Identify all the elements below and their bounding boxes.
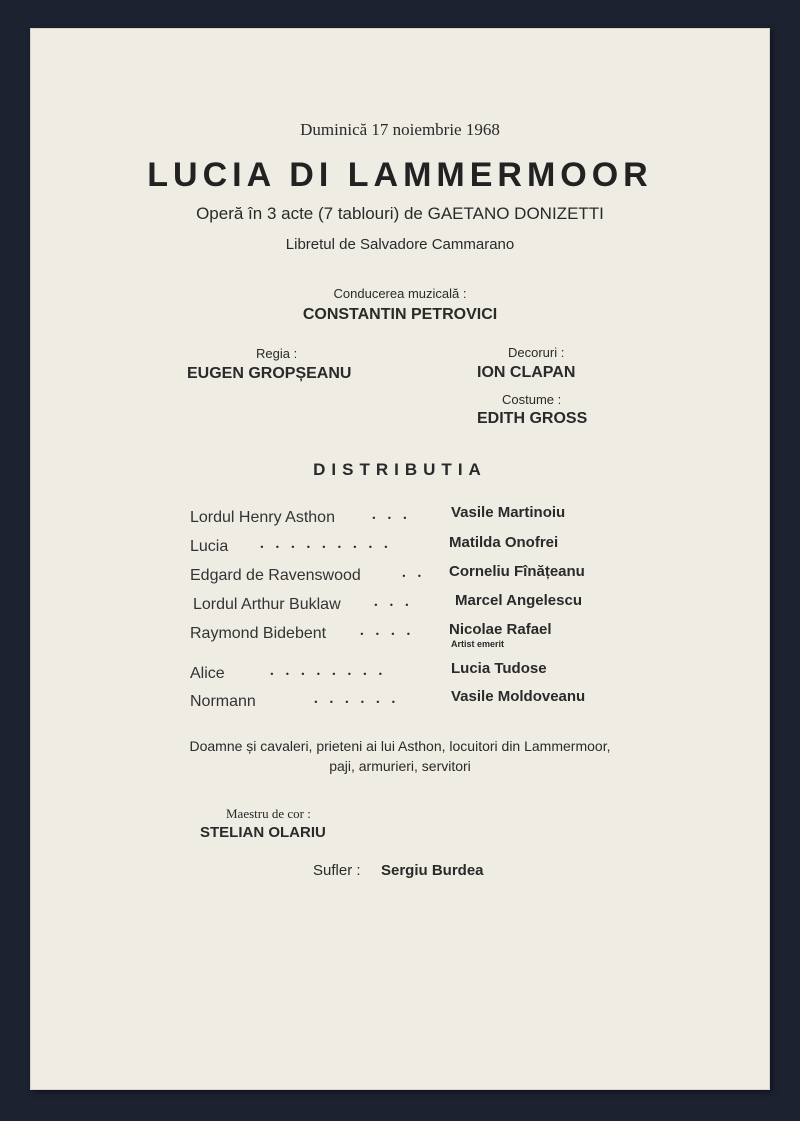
prompter-label: Sufler : (313, 862, 361, 879)
cast-heading: DISTRIBUTIA (313, 460, 487, 479)
chorus-master-name: STELIAN OLARIU (200, 824, 326, 841)
cast-dots: . . . (372, 507, 411, 523)
cast-singer: Vasile Martinoiu (451, 504, 566, 521)
chorus-line-1: Doamne și cavaleri, prieteni ai lui Asthon, locuitori din Lammermoor, (189, 738, 611, 754)
libretto-credit: Libretul de Salvadore Cammarano (285, 236, 515, 253)
conductor-name: CONSTANTIN PETROVICI (302, 306, 498, 323)
costumes-name: EDITH GROSS (477, 410, 588, 427)
chorus-master-label: Maestru de cor : (226, 806, 311, 821)
chorus-line-2: paji, armurieri, servitori (329, 758, 471, 774)
cast-dots: . . . . . . . . (270, 663, 387, 679)
cast-singer: Corneliu Fînățeanu (449, 563, 585, 580)
conductor-label: Conducerea muzicală : (333, 286, 467, 301)
opera-title: LUCIA DI LAMMERMOOR (147, 156, 653, 194)
cast-singer: Matilda Onofrei (449, 534, 559, 551)
cast-singer: Nicolae Rafael (449, 621, 552, 638)
cast-singer-title: Artist emerit (451, 639, 505, 649)
performance-date: Duminică 17 noiembrie 1968 (300, 120, 500, 139)
director-label: Regia : (256, 346, 298, 361)
prompter-name: Sergiu Burdea (381, 862, 484, 879)
program-sheet (30, 28, 770, 1090)
cast-role: Lucia (190, 538, 229, 555)
cast-dots: . . . . . . (314, 691, 400, 707)
cast-role: Lordul Arthur Buklaw (193, 596, 341, 613)
sets-name: ION CLAPAN (477, 364, 576, 381)
sets-label: Decoruri : (508, 345, 565, 360)
cast-role: Edgard de Ravenswood (190, 567, 361, 584)
cast-role: Lordul Henry Asthon (190, 509, 335, 526)
cast-role: Normann (190, 693, 256, 710)
cast-singer: Marcel Angelescu (455, 592, 582, 609)
cast-role: Alice (190, 665, 225, 682)
cast-dots: . . . . . . . . . (260, 536, 392, 552)
cast-singer: Vasile Moldoveanu (451, 688, 586, 705)
director-name: EUGEN GROPȘEANU (187, 365, 352, 382)
opera-subtitle: Operă în 3 acte (7 tablouri) de GAETANO DONIZETTI (196, 204, 604, 223)
cast-dots: . . (402, 565, 426, 581)
cast-singer: Lucia Tudose (451, 660, 547, 677)
cast-dots: . . . (374, 594, 413, 610)
cast-role: Raymond Bidebent (190, 625, 327, 642)
cast-dots: . . . . (360, 623, 415, 639)
costumes-label: Costume : (502, 392, 562, 407)
